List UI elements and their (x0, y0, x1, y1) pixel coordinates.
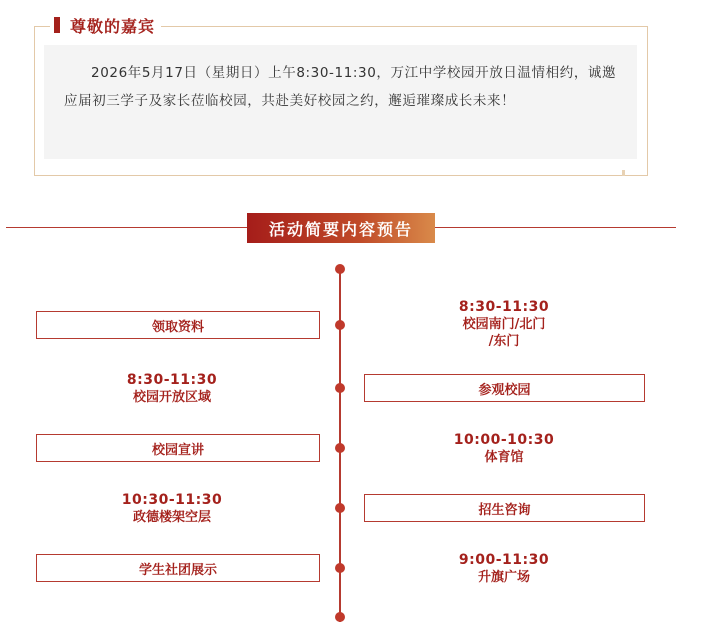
activity-info-materials (362, 298, 646, 350)
timeline-dot (335, 320, 345, 330)
activity-place: 升旗广场 (477, 570, 530, 585)
timeline-dot (335, 443, 345, 453)
guest-title: 尊敬的嘉宾 (70, 16, 156, 36)
activity-info-presentation (362, 431, 646, 466)
activity-box-consult: 招生咨询 (364, 494, 645, 522)
invitation-text: 2026年5月17日（星期日）上午8:30-11:30，万江中学校园开放日温情相约，诚邀应届初三学子及家长莅临校园，共赴美好校园之约，邂逅璀璨成长未来！ (44, 45, 637, 159)
activity-place: 校园开放区域 (132, 390, 211, 405)
title-marker (54, 17, 60, 33)
activity-time: 8:30-11:30 (126, 372, 218, 388)
timeline-dot (335, 383, 345, 393)
activity-box-materials: 领取资料 (36, 311, 320, 339)
guest-title-wrap (50, 12, 161, 38)
activity-time: 10:00-10:30 (453, 432, 555, 448)
timeline-dot (335, 503, 345, 513)
activity-info-clubs (362, 551, 646, 586)
activity-place: 校园南门/北门 (462, 317, 546, 332)
activity-info-consult (30, 491, 314, 526)
activity-box-tour: 参观校园 (364, 374, 645, 402)
activity-place: 政德楼架空层 (132, 510, 211, 525)
corner-decoration (622, 170, 625, 176)
timeline-dot (335, 612, 345, 622)
activity-box-clubs: 学生社团展示 (36, 554, 320, 582)
activity-place: 体育馆 (484, 450, 524, 465)
timeline-dot (335, 264, 345, 274)
activity-info-tour (30, 371, 314, 406)
timeline-dot (335, 563, 345, 573)
activity-box-presentation: 校园宣讲 (36, 434, 320, 462)
activity-time: 10:30-11:30 (121, 492, 223, 508)
activity-time: 8:30-11:30 (458, 299, 550, 315)
section-banner: 活动简要内容预告 (247, 213, 435, 243)
activity-place-line2: /东门 (488, 334, 520, 349)
activity-time: 9:00-11:30 (458, 552, 550, 568)
